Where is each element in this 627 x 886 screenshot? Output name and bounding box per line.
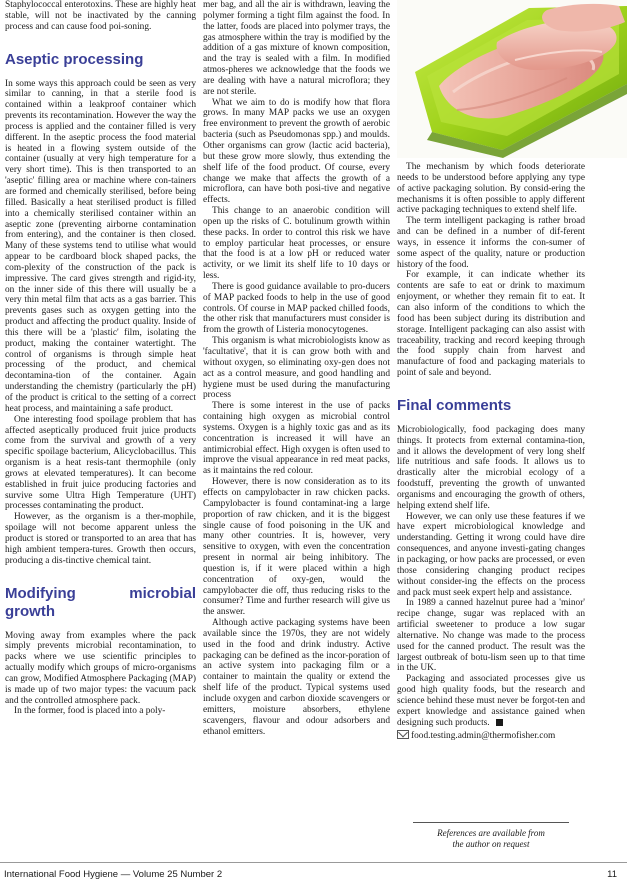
intro-paragraph: Staphylococcal enterotoxins. These are highly heat stable, will not be inactivated by the canning process and can cause food poi-soning. — [5, 0, 196, 32]
page-number: 11 — [607, 869, 617, 880]
paragraph: For example, it can indicate whether its contents are safe to eat or drink to maximum enjoyment, or whether they remain fit to eat. It can also inform of the conditions to which the food has been subject during its distribution and storage. Intelligent packaging can also assist with traceability, tracking and record keeping through the food supply chain from harvest and manufacture of food and packaging materials to point of sale and beyond. — [397, 270, 585, 379]
paragraph: The term intelligent packaging is rather broad and can be defined in a number of dif-ferent ways, in essence it informs the con-sumer of some aspect of the quality, nature or production history of the food. — [397, 216, 585, 270]
column-1 — [5, 0, 196, 862]
meat-tray-photo — [397, 0, 627, 158]
references-line-2: the author on request — [452, 839, 530, 849]
journal-citation: International Food Hygiene — Volume 25 Number 2 — [4, 869, 223, 880]
paragraph: In some ways this approach could be seen as very similar to canning, in that a sterile food is contained within a leakproof container which prevents its recontamination. However the way the process is applied and the container filled is very different. In the aseptic process the food material is heated in a flowing system outside of the container (usually at very high temperature for a very short time). This is then transported to an 'aseptic' filling area or machine where con-tainers are formed and chemically sterilised, before being filled. Basically a heat sterilised product is filled into a chemically sterilised container within an aseptic zone (preventing airborne contamination from entering), and the container is then closed. Many of these systems tend to utilise what would appear to be cardboard block shaped packs, the com-plexity of the construction of the pack is impressive. The card gives strength and rigid-ity, on the inner side of this there will usually be a very thin metal film that acts as a gas barrier. This prevents gases such as oxygen getting into the product and affecting the product quality. Inside of this there will be a 'plastic' film, isolating the product, making the container watertight. The control of organisms is through simple heat processing of the product, and chemical decontamina-tion of the container. Again understanding the chemistry (particularly the pH) of the product is critical to the setting of a correct heat process, and maintaining a safe product. — [5, 78, 196, 414]
column-2 — [203, 0, 390, 862]
paragraph: There is good guidance available to pro-ducers of MAP packed foods to help in the use of good controls. Of course in MAP packed chilled foods, the other risk that manufacturers must consider is from the growth of Listeria monocytogenes. — [203, 281, 390, 336]
paragraph: mer bag, and all the air is withdrawn, leaving the polymer forming a tight film against the food. In the latter, foods are placed into polymer trays, the gas atmosphere within the tray is modified by the addition of a gas mixture of known composition, and the tray is sealed with a film. In modified atmos-pheres we acknowledge that the foods we are dealing with have a natural microflora; they are not sterile. — [203, 0, 390, 97]
author-email[interactable]: food.testing.admin@thermofisher.com — [411, 730, 556, 741]
meat-tray-illustration — [397, 0, 627, 158]
paragraph — [397, 674, 585, 728]
paragraph: Microbiologically, food packaging does many things. It protects from external contamina-tion, and it allows the development of very long shelf life nutritious and safe foods. It allows us to drastically alter the microbial ecology of a foodstuff, preventing the growth of unwanted organisms and encouraging the growth of others, helping extend shelf life. — [397, 424, 585, 511]
references-note — [413, 822, 569, 850]
heading-final-comments: Final comments — [397, 396, 512, 414]
heading-modifying-microbial-growth: Modifying microbial growth — [5, 584, 196, 620]
paragraph: This organism is what microbiologists know as 'facultative', that it is can grow both with and without oxygen, so eliminating oxy-gen does not act as a control measure, and good handling and hygiene must be used during the manufacturing process — [203, 336, 390, 401]
paragraph: This change to an anaerobic condition will open up the risks of C. botulinum growth within these packs. In order to control this risk we have to employ particular heat processes, or ensure that the food is at a low pH or reduced water activity, or we limit its shelf life to 10 days or less. — [203, 206, 390, 282]
column-3 — [397, 162, 585, 862]
paragraph: However, we can only use these features if we have expert microbiological knowledge and understanding. Getting it wrong could have dire consequences, and anyone investi-gating changes in packaging, or how packs are processed, or even those considering changing product recipes without consider-ing the effects on the process and pack must seek expert help and assistance. — [397, 511, 585, 598]
paragraph: However, as the organism is a ther-mophile, spoilage will not become apparent unless the product is stored or transported to an area that has high ambient tempera-tures. Growth then occurs, producing a dis-tinctive chemical taint. — [5, 512, 196, 566]
envelope-icon — [397, 730, 409, 739]
heading-aseptic-processing: Aseptic processing — [5, 50, 144, 68]
paragraph: In the former, food is placed into a poly- — [14, 706, 166, 717]
end-mark-icon — [496, 719, 503, 726]
paragraph: The mechanism by which foods deteriorate needs to be understood before applying any type of active packaging solution. By consid-ering the mechanisms it is often possible to apply different active packaging techniques to extend shelf life. — [397, 162, 585, 216]
page-footer — [0, 862, 627, 886]
closing-text: Packaging and associated processes give us good high quality foods, but the research and science behind these must never be forgot-ten and expert knowledge and assistance gained when designing such products. — [397, 674, 585, 728]
paragraph: There is some interest in the use of packs containing high oxygen as microbial control systems. Oxygen is a highly toxic gas and as its concentration is increased it will have an antimicrobial effect. High oxygen is often used to improve the visual appearance in red meat packs, as it maintains the red colour. — [203, 401, 390, 477]
references-line-1: References are available from — [437, 828, 545, 838]
paragraph: What we aim to do is modify how that flora grows. In many MAP packs we use an oxygen free environment to prevent the growth of aerobic bacteria (such as Pseudomonas spp.) and moulds. Other organisms can grow (lactic acid bacteria), but these grow more slowly, thus extending the shelf life of the food product. Of course, every change we make that affects the growth of a microflora, can have both posi-tive and negative effects. — [203, 97, 390, 206]
paragraph: Moving away from examples where the pack simply prevents microbial recontamination, to packs where we use scientific principles to actually modify which groups of micro-organisms can grow, Modified Atmosphere Packaging (MAP) is made up of two major types: the vacuum pack and the controlled atmosphere pack. — [5, 630, 196, 706]
paragraph: However, there is now consideration as to its effects on campylobacter in raw chicken packs. Campylobacter is found contaminat-ing a large proportion of raw chicken, and it is the biggest single cause of food poisoning in the UK and many other countries. It is, however, very sensitive to oxygen, with even the concentration present in normal air being inhibitory. The question is, if it were placed within a high concentration of oxy-gen, would the campylobacter die off, thus reducing risks to the consumer? Time and further research will give us the answer. — [203, 477, 390, 618]
paragraph: Although active packaging systems have been available since the 1970s, they are not widely used in the food and drink industry. Active packaging can be defined as the incor-poration of an active system into packaging film or a container to maintain the quality or extend the shelf life of the product. Typical systems used include oxygen and carbon dioxide scavengers or emitters, moisture absorbers, ethylene scavengers, flavour and odour adsorbers and ethanol emitters. — [203, 618, 390, 737]
paragraph: In 1989 a canned hazelnut puree had a 'minor' recipe change, sugar was replaced with an artificial sweetener to produce a low sugar alternative. No change was made to the process used for the canned product. The result was the largest outbreak of botu-lism seen up to that time in the UK. — [397, 598, 585, 674]
paragraph: One interesting food spoilage problem that has affected aseptically produced fruit juice products come from the survival and growth of a very specific spoilage bacterium, Alicyclobacillus. This organism is a heat resis-tant thermophile (only grows at elevated temperatures). It can become established in fruit juice producing factories and survive some Ultra High Temperature (UHT) processes contaminating the product. — [5, 414, 196, 512]
author-email-line — [397, 729, 585, 742]
